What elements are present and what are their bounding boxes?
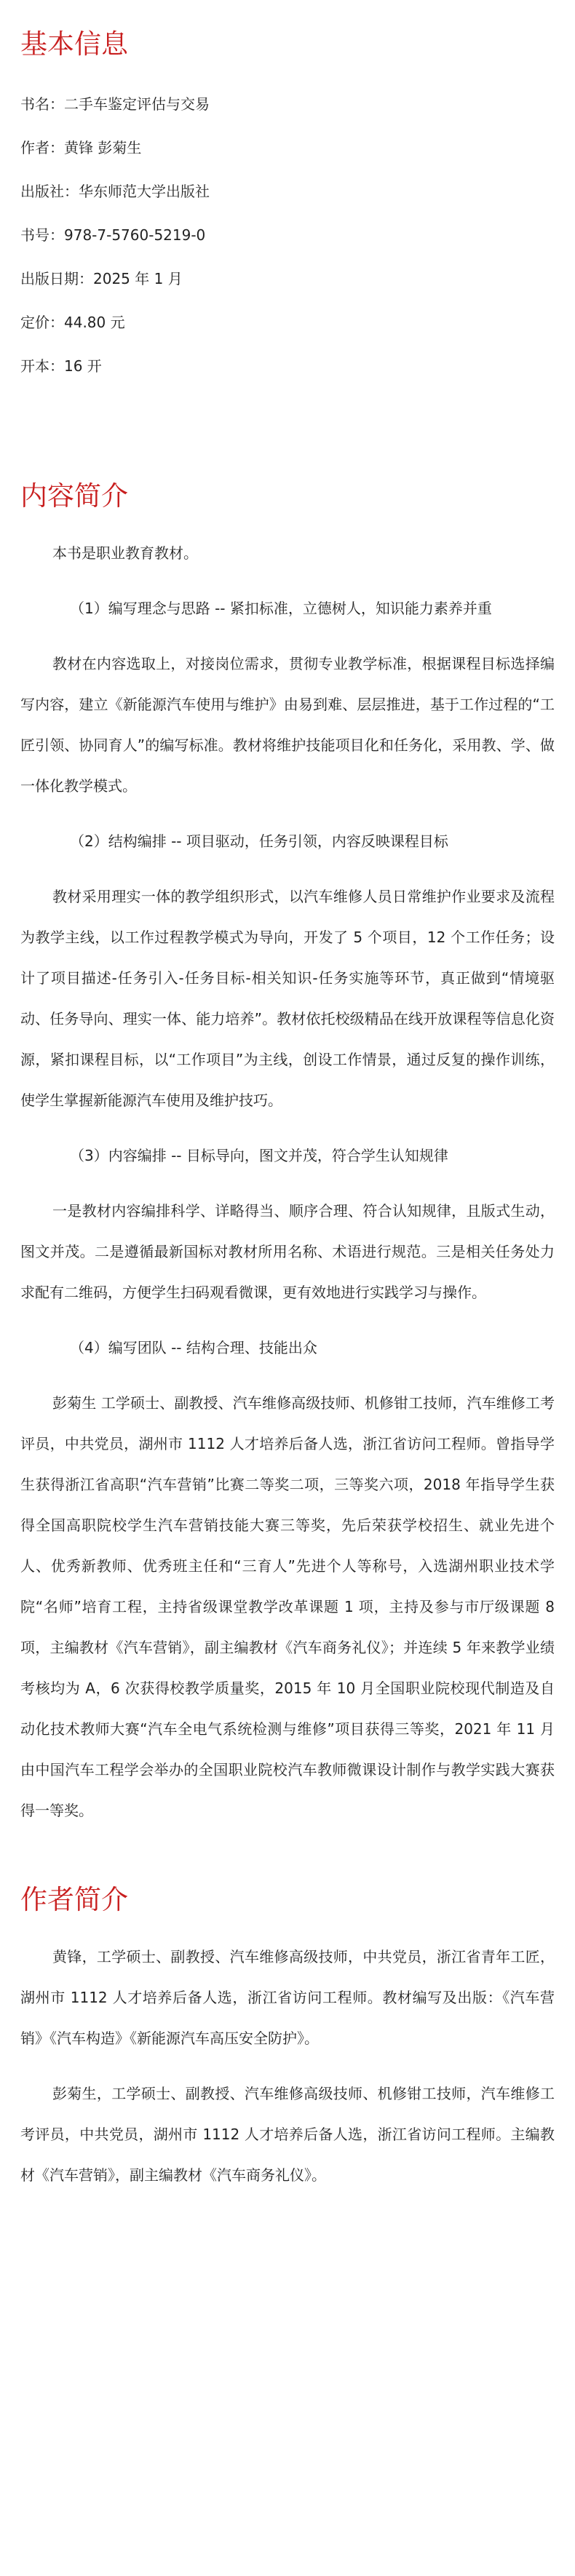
subheading-writing-team: （4）编写团队 -- 结构合理、技能出众 (70, 1339, 317, 1356)
basic-info-heading: 基本信息 (20, 28, 128, 60)
page (0, 28, 575, 2195)
author-bio-peng-jusheng: 彭菊生，工学硕士、副教授、汽车维修高级技师、机修钳工技师，汽车维修工考评员，中共党员，湖州市 1112 人才培养后备人选，浙江省访问工程师。主编教材《汽车营销》，副主编教材《汽车商务礼仪》。 (20, 2085, 555, 2184)
paragraph-writing-team: 彭菊生 工学硕士、副教授、汽车维修高级技师、机修钳工技师，汽车维修工考评员，中共党员，湖州市 1112 人才培养后备人选，浙江省访问工程师。曾指导学生获得浙江省高职“汽车营销”比赛二等奖二项，三等奖六项，2018 年指导学生获得全国高职院校学生汽车营销技能大赛三等奖，先后荣获学校招生、就业先进个人、优秀新教师、优秀班主任和“三育人”先进个人等称号，入选湖州职业技术学院“名师”培育工程，主持省级课堂教学改革课题 1 项，主持及参与市厅级课题 8 项，主编教材《汽车营销》，副主编教材《汽车商务礼仪》；并连续 5 年来教学业绩考核均为 A，6 次获得校教学质量奖，2015 年 10 月全国职业院校现代制造及自动化技术教师大赛“汽车全电气系统检测与维修”项目获得三等奖，2021 年 11 月由中国汽车工程学会举办的全国职业院校汽车教师微课设计制作与教学实践大赛获得一等奖。 (20, 1394, 555, 1819)
author-line: 作者：黄锋 彭菊生 (20, 139, 142, 156)
content-intro-body (20, 533, 555, 1831)
content-intro-section (20, 482, 555, 1831)
basic-info-list (20, 82, 555, 388)
format-line: 开本：16 开 (20, 357, 102, 375)
content-intro-heading: 内容简介 (20, 480, 128, 512)
publisher-line: 出版社：华东师范大学出版社 (20, 183, 210, 200)
isbn-line: 书号：978-7-5760-5219-0 (20, 226, 206, 244)
paragraph-content-arrangement: 一是教材内容编排科学、详略得当、顺序合理、符合认知规律，且版式生动，图文并茂。二是遵循最新国标对教材所用名称、术语进行规范。三是相关任务处力求配有二维码，方便学生扫码观看微课，更有效地进行实践学习与操作。 (20, 1202, 555, 1301)
price-line: 定价：44.80 元 (20, 314, 125, 331)
book-title-line: 书名：二手车鉴定评估与交易 (20, 95, 210, 113)
paragraph-writing-concept: 教材在内容选取上，对接岗位需求，贯彻专业教学标准，根据课程目标选择编写内容，建立《新能源汽车使用与维护》由易到难、层层推进，基于工作过程的“工匠引领、协同育人”的编写标准。教材将维护技能项目化和任务化，采用教、学、做一体化教学模式。 (20, 655, 555, 795)
intro-paragraph: 本书是职业教育教材。 (52, 544, 198, 562)
author-intro-heading: 作者简介 (20, 1884, 128, 1915)
publish-date-line: 出版日期：2025 年 1 月 (20, 270, 183, 287)
author-intro-section (20, 1886, 555, 2195)
subheading-structure: （2）结构编排 -- 项目驱动，任务引领，内容反映课程目标 (70, 832, 448, 850)
paragraph-structure: 教材采用理实一体的教学组织形式，以汽车维修人员日常维护作业要求及流程为教学主线，以工作过程教学模式为导向，开发了 5 个项目，12 个工作任务；设计了项目描述-任务引入-任务目标-相关知识-任务实施等环节，真正做到“情境驱动、任务导向、理实一体、能力培养”。教材依托校级精品在线开放课程等信息化资源，紧扣课程目标，以“工作项目”为主线，创设工作情景，通过反复的操作训练，使学生掌握新能源汽车使用及维护技巧。 (20, 888, 555, 1109)
basic-info-section (20, 28, 555, 388)
author-bio-huang-feng: 黄锋，工学硕士、副教授、汽车维修高级技师，中共党员，浙江省青年工匠，湖州市 1112 人才培养后备人选，浙江省访问工程师。教材编写及出版：《汽车营销》《汽车构造》《新能源汽车高压安全防护》。 (20, 1948, 555, 2047)
author-intro-body (20, 1936, 555, 2195)
subheading-content-arrangement: （3）内容编排 -- 目标导向，图文并茂，符合学生认知规律 (70, 1147, 448, 1164)
subheading-writing-concept: （1）编写理念与思路 -- 紧扣标准，立德树人，知识能力素养并重 (70, 600, 492, 617)
